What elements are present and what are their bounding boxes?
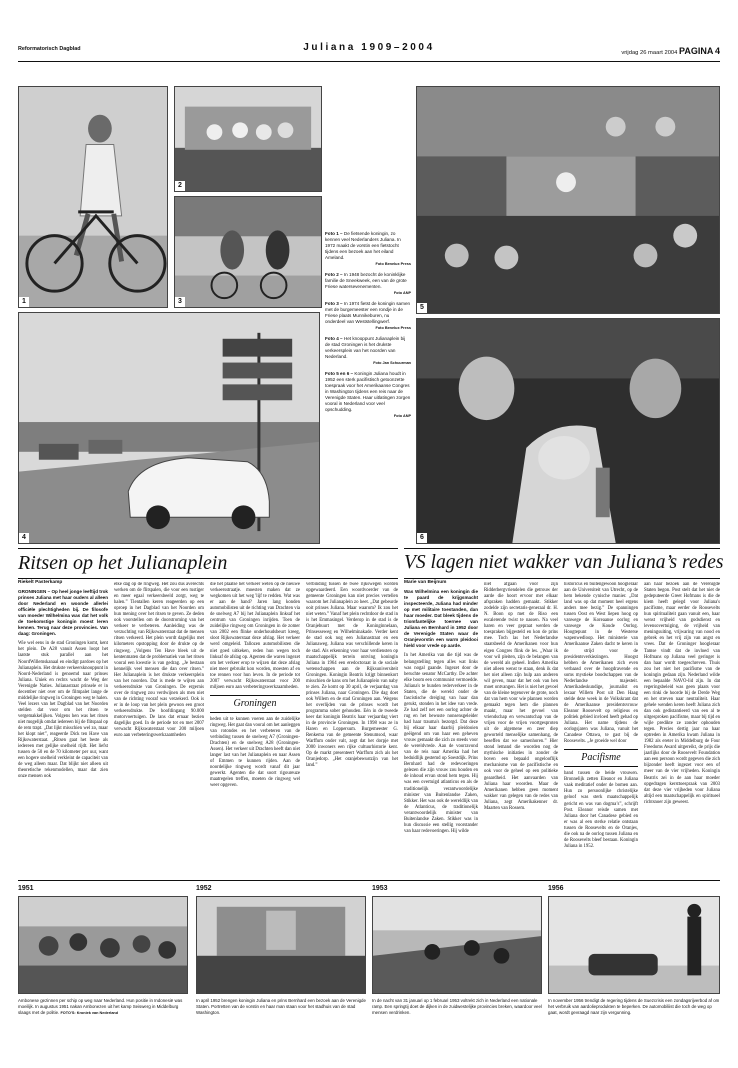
photo-4-julianaplein [18,312,320,544]
article1-column-4 [306,582,398,873]
photo-1951-image [19,897,187,993]
article1-col2-text: elke dag op de ringweg. Het zou dus averechts werken om de flitspalen, die voor een rustiger en meer egaal verkeersbeeld zorgt, weg te halen.” Tientallen keren reageerden op een oproep in het Dagblad van het Noorden om hun mening over het ritsen te geven. Ze deden ook voorstellen om de doorstroming van het verkeer te verbeteren. Aanleiding was de verzuchting van Rijkswaterstaat dat de mensen ritsen verkeerd. Het plein wordt dagelijks met kilometers opstopping door de drukte op de ringweg. „Volgens Ten Have bleek uit de kentenmaten dat de problematiek van het ritsen vooral een kwestie is van gedrag. „Je bestaan kennelijk veel mensen die dan over ritsen.” Het Julianaplein is het drukste verkeersplein van het noorden. Dat is mede te wijten aan verkeersdrukte van Groningen. De ergernis over de ringweg zou verdwijnen als men niet van de richting vooraf was verzekerd. Ook is er in de loop van het plein gewoon een groot verkeersdrukte. De hoofdingang 90.000 motorvoertuigen. De lans dat ernaar bezien dagelijks goed. In de periode tot en met 2007 verwacht Rijkswaterstaat voor 200 miljoen euro aan verbeteringswerkzaamheden [114,582,204,739]
article2-subhead: Pacifisme [564,749,638,767]
page-number: 4 [714,46,720,56]
caption-1956: In november 1956 trendigt de regering tijdens de Suezcrisis een zondagsrijverbod af om het verbruik van aardolieprodukten te beperken. De automobiliist die toch de weg op gaat, wordt gevraagd naar zijn vergunning. [548,998,720,1015]
article1-col3-text: die het plaatse het verkeer weten op de nieuwe verkeersstraatje. moesten maken dat ze wegkomen uit het weg 'lijf te redden. Wat was er aan de hand? Jaren lang konden automobilisten uit de richting van Drachten via de snelweg A7 bij het Julianaplein linksaf het centrum van Groningen inrijden. Toen de zuidelijke ringweg om Groningen in de zomer van 2002 een flinke onderhoudsbeurt kreeg, sloot Rijkswaterstaat deze afslag. Het verkeer werd omgeleid. Tallozen automobilisten die niet goed uitkeken, reden hun wegen toch linksaf de afslag op. Agenten die waren ingezet om het verkeer erop te wijzen dat deze afslag niet meer gebruikt kon worden, moesten af en toe rennen voor hun leven. In de periode tot 2007 verwacht Rijkswaterstaat voor 200 miljoen euro aan verbeteringswerkzaamheden. [210,582,300,690]
photo-1953 [372,896,542,994]
photo-2-image [175,87,321,191]
photo-1-image [19,87,167,307]
article1-headline: Ritsen op het Julianaplein [18,552,228,574]
article2-lead: Was Wilhelmina een koningin die te paard de krijgsmacht inspecteerde, Juliana had minder op met militaire toestanden, dan haar moeder. Dat bleek tijdens de triomfantelijke toernee van Juliana en Bernhard in 1952 door de Verenigde Staten waar de Oranjevorstin een warm pleidooi hield voor vrede op aarde. [404,589,478,649]
caption-2: Foto 2 – In 1948 bezocht de koninklijke familie de Sneekweek, een van de grote Friese watersevenementen. Foto ANP [325,272,411,295]
article2-headline: VS lagen niet wakker van Juliana’s redes [404,552,724,573]
caption-1951-credit: FOTO'S: Kroniek van Nederland [60,1010,119,1015]
caption-3: Foto 3 – In 1974 fietst de koningin samen met de burgemeester een rondje in de Friese plaats Munnikeburen, nu onderdeel van Weststellingwerf. Foto Benelux Press [325,301,411,330]
article2-col3-text: historicus en buitengewoon hoogleraar aan de Universiteit van Utrecht, op de hem bekende cynische manier. „Dat land was op dat moment heel ergens anders mee bezig.” De spanningen tussen Oost en West liepen hoog op vanwege de Koreaanse oorlog en vanwege de Koude Oorlog. Hoogtepunt in de Westerse wapenwedloop. Het ministerie van Amerikaanse Zaken dacht te keren in de strijd voor de presidentsverkiezingen. Hoogst hebben de Amerikanen zich even verbaasd over de hoogdravende en soms mystieke boodschappen van de Nederlandse majesteit. Amerikadeskundige, journalist en lexaar Willem Post uit Den Haag stelde deze week in de Volkskrant dat de Amerikaanse presidentsvrouw Eleanor Roosevelt op religieus en politiek gebied invloed heeft gehad op Juliana. Het name tijdens de oorlogsjaren was Juliana, vanuit het Canadese Ottawa, te gast bij de Roosevelts. „Je groeide wel door [564,582,638,745]
photo-6-speech [416,318,720,544]
article1-subhead: Groningen [210,695,300,713]
date-text: vrijdag 26 maart 2004 [621,50,678,56]
article2-bottom-rule [404,578,720,579]
caption-5-6: Foto 5 en 6 – Koningin Juliana houdt in 1952 een sterk pacifistisch getoonzette toespraak voor het Amerikaanse Congres in Washington tijdens een reis naar de Verenigde Staten. Haar uitlatingen zorgen vooral in Nederland voor veel opschudding. Foto ANP [325,371,411,418]
article2-col3b-text: band tussen de beide vrouwen. Bronnelijk zetten Eleanor en Juliana vaak meditatief onder de bomen aan. Hun zo persoonlijke christelijke geloof was sterk maatschappelijk gericht en was van dogma’s”, schrijft Post. Eleanor reisde samen met Juliana door het Canadese gebied en er was al een sterke relatie ontstaan tussen de Roosevelts en de Oranjes, die ook na de oorlog tussen Juliana en de Roosevelts bleef bestaan. Koningin Juliana in 1952. [564,771,638,849]
photo-1956 [548,896,720,994]
photo-4-image [19,313,319,543]
year-1951: 1951 [18,885,34,892]
photo-1956-image [549,897,719,993]
photo-number: 2 [175,181,185,191]
article1-column-1 [18,589,108,873]
photo-1951 [18,896,188,994]
article1-byline: Riekelt Pasterkamp [18,580,63,585]
caption-4: Foto 4 – Het knooppunt Julianaplein bij de stad Groningen is het drukste verkeersplein van het noorden van Nederland. Foto Jan Schuurman [325,336,411,365]
article1-lead: GRONINGEN – Op heel jonge leeftijd trok prinses Juliana met haar ouders al alleen door Nederland en woonde allerlei officiële plechtigheden bij. De filosofe van moeder Wilhelmina was dat het volk de toekomstige koningin moest leren kennen. Terug naar deze provincies. Van daag: Groningen. [18,589,108,637]
photo-1953-image [373,897,541,993]
year-1953: 1953 [372,885,388,892]
article2-column-3 [564,582,638,873]
photo-5-congress [416,86,720,314]
photo-1952 [196,896,366,994]
article1-top-rule [18,548,398,549]
year-1956: 1956 [548,885,564,892]
photo-6-image [417,319,719,543]
article1-col4-text: verbinding tussen de twee rijkswegen worden opgewaardeerd. Een woordvoerder van de gemeente Groningen kan niet precies vertellen waarom het Julianaplein zo heet. „Dat gebeurde ooit prinses Juliana. Maar waarom? Ik zou het niet weten.” Vanaf het plein rechtdoor de stad in is het Emmasingel. Verderop in de stad is de Oranjebuurt met de Koninginnelaan, Prinsesseweg en Wilhelminakade. Verder kent de stad ook nog een Julianastraat en een Julianaweg. Juliana was verschillende keren in de stad. Als erkenning voor haar verdiensten op maatschappelijk terrein ontving koningin Juliana in 1964 een eredoctoraat in de sociale wetenschappen aan de Rijksuniversiteit Groningen. Koningin Beatrix krijgt binnenkort misschien de kans om het Julianaplein van naby te zien. Ze komt op 30 april, de verjaardag van prinses Juliana, naar Groningen. Die dag doet ook Willem en de stad Groningen aan. Wegens het overlijden van de prinses wordt het programma sober gehouden. Eén in de tweede keer dat koningin Beatrix haar verjaardag viert in de provincie Groningen. In 1998 was ze in Haren en Loppersum. Burgemeester G. Renkema van de gemeente Stenumsod, waar Warffum onder valt, zegt dat het dorpje met 2000 inwoners een rijke cultuurhistorie kent. Op de markt presenteert Warffum zich als het Oranjedorp. „Het oranjebewustzijn van het land.” [306,582,398,769]
article1-bottom-rule [18,578,398,579]
article2-col1-text: In het Amerika van die tijd was de belangstelling tegen alles wat links was nogal gaande. Ingezet door de beruchte senator McCarthy. De achter elke boom een communist vermoedde. Juliana's te hunden rederverkeer in de Staten, die de wereld onder de fascistische dreiging van haar dan gerukt, stonden in het idee van vrede. Ze had zelf net een oorlog achter de rug en het bewuste nonsensgeleider had haar trauma's bezorgd. Dat deze bij elkaar haar daarbij pleidooien geëigend om van haar een geheven vrouw gemaakt die zich zo steeds voor de wereldvrede. Aan de voorravond van de reis naar Amerika had het beduidlijk gestemd op Soestdijk. Prins Bernhard had de redevoeringen gelezen die zijn vrouw zou houden en de inhoud ervan stond hem tegen. Hij was een overtuigd atlanticus en als de traditionelijk verantwoordelijke minister van Buitenlandse Zaken, Stikker. Het was ook de wereldlijk van de Atlanticus, de traditionelijk verantwoordelijk minister van Buitenlandse Zaken. Stikker was in hun discussie een stellig voorstander van haar redevoeringen. Hij wilde [404,653,478,834]
photo-number: 3 [175,297,185,307]
article1-col3b-text: heden uit te kunnen voeren aan de zuidelijke ringweg. Het gaat dan vooral om het aanleggen van rotondes en het verbeteren van de verbinding tussen de snelweg A7 (Groningen-Drachten) en de snelweg A28 (Groningen-Assen). Het verkeer uit Drachten heeft dan niet langer last van het Julianaplein en naar Assen of Emmen te kunnen rijden. Aan de noordelijke ringweg wordt vanaf dit jaar gewerkt. Agenten die dat soort rigoureuze maatregelen treffen, moeten de ringweg wel weer opgeven. [210,716,300,789]
article2-col2-text: niet afgaan voor zijn Ridderbergvriendelen die getrouw der aarde die hoort ervoor met elkaar afspraken hadden gemaakt. Stikker zodelde zijn secretaris-generaal dr. H. N. Boon op met de Riso een escalerende twist te nassen. Na veel haren en veer gepraat werden de toespraken bijgesteld en kon de prins mee. Toch las het Nederlandse staatsbeeld de Amerikanen voor hun eigen Congres flink de les. „Waar ik voor wil pleiten, zijn de belangen van de wereld als geheel. Indien Amerika niet alleen wenst te staan, denk ik dat het niet alleen zijn hulp aan anderen wil geven, maar dat het ook van hen moet ontvangen. Het is niet het gevoel van de kleine tegenover de grote, noch dat van hem voor wie plannen worden gemaakt tegen hem die plannen maakt, maar het gevoel van vriendschap en verwantschap van de vrijen voor de vrijen voortgesproten uit de algemene en zeer diep geworteld menselijke samenhang, de beseffen dat we samenhoren.” Hier stond lemand die woorden nog de mythische initiaties in zonder de boven een bepaald ongelooflijk mechanisme van de pacifistische en ook voor de geheel op een politieke geaardheid. Het aanvaarden van Juliana haar woorden. Maar de Amerikanen hebben geen moment wakker van gelegen van de redes van Juliana, zegt Amerikakenner dr. Maarten van Rossem. [484,582,558,811]
bottom-strip-rule [18,880,720,881]
article1-col1-text: Wie wel eens in de stad Groningen komt, kent het plein. De A28 vanuit Assen loopt het laatste stuk parallel aan het NoordWillemskanaal en eindigt pardoes op het Julianaplein. Het drukste verkeersknooppunt in Noord-Nederland is genoemd naar prinses Juliana. Uniek en rechts wacht de Weg der Verenigde Naties. Julianastraat prinsele er in december niet over om de filmpalet lange de middelijke ringweg in Groningen weg te halen. Veel lezers van het Dagblad van het Noorden stelden dat voor om het ritsen te vergemakkelijken. Volgens hen was het ritsen niet mogelijk omdat iedereen bij de flitspaal op de rem trapt. „Dat lijkt misschien wel zo, maar het klopt niet”, reageerde Dick ten Have van Rijkswaterstaat. „Ritsen gaat het beste als iedereen met gelijke snelheid rijdt. Het liefst tussen de 50 en de 70 kilometer per uur, want een hogere snelheid verkleint de capaciteit van de weg alleen maar. Dat blijkt niet alleen uit theoretische rekenmodellen, maar dat zien onze mensen ook [18,641,108,780]
article2-column-4 [644,582,720,873]
article2-col4-text: aan haar bezoek aan de Verenigde Staten begon. Post stelt dat het niet de gedeputeerde Greet Hofmans is die de kiem heeft gelegd voor Juliana's pacifisme, maar eerder de Roosevelts hun spiritualiteit gaan vanuit een, haar wenst vrijheid van godsdienst en levensovertuiging, de vrijheid van meningsuiting, vrijwaring van nood en gebrek en het vrij zijn van angst en vrees. Dat de Groninger hoogleraar Tamse vindt dat de invloed van Hofmans op Juliana veel geringer is dan haar wordt toegeschreven. Thuis zou het niet het pacifisme van de koningin gedaan zijn. Nederland wilde een bepaalde NAVO-lid zijn. In dat regeringsbeleid was geen plaats voor een rinki de hoorde bij de Derde Weg en het streven naar neutraliteit. Haar gehele wenden keren heeft Juliana zich dan ook gedistantieerd van een al te uitgesproken pacifisme, maar bij tijd en wijle predikte ze zonder ophouden tegen. Precies dertig jaar na haar optreden in Amerika kwam Juliana in 1982 als ereter in Middelburg de Four Freedoms Award uitgereikt, de prijs die jaarlijks door de Roosevelt Foundation aan een persoon wordt gegeven die zich bijzonder heeft ingezet voor een of meer van de vier vrijheden. Koningin Beatrix zei in de aan haar moeder opgedragen kersttoespraak van 2003 dat deze vier vrijheden voor Juliana altijd een maatschappelijk en spiritueel richtsnoer zijn geweest. [644,582,720,805]
header-rule [18,61,720,62]
photo-1952-image [197,897,365,993]
article2-top-rule [404,548,720,549]
photo-3-image [175,197,321,307]
photo-number: 4 [19,533,29,543]
photo-1-cycling-queen [18,86,168,308]
photo-5-image [417,87,719,313]
year-1952: 1952 [196,885,212,892]
article2-byline: Marie van Beijnum [404,580,447,585]
article1-column-3 [210,582,300,873]
article1-column-2 [114,582,204,873]
photo-2-sneekweek [174,86,322,192]
caption-1953: In de nacht van 31 januari op 1 februari 1953 voltrekt zich in Nederland een nationale ramp. Een springtij doet de dijken in de zuidwestelijke provincies breken, waardoor veel mensen verdrinken. [372,998,542,1015]
caption-1951: Ambonese gezinnen per schip op weg naar Nederland. Hun positie in Indonesië was moeilijk. In augustus 1951 nakan Ambonezen uit het kamp Seiswerg in Middelburg slaags met de politie. FOTO'S: Kroniek van Nederland [18,998,183,1015]
photo-captions [325,231,411,424]
article2-column-1 [404,589,478,873]
article2-column-2 [484,582,558,873]
caption-1: Foto 1 – De fietsende koningin, zo kennen veel Nederlanders Juliana. In 1972 maakt de vorstin een fietstocht tijdens een bezoek aan het eiland Ameland. Foto Benelux Press [325,231,411,266]
page-date [621,46,720,56]
newspaper-name: Reformatorisch Dagblad [18,46,81,52]
photo-number: 5 [417,303,427,313]
page-label: PAGINA [679,46,714,56]
photo-number: 1 [19,297,29,307]
caption-1952: In april 1952 brengen koningin Juliana en prins Bernhard een bezoek aan de Verenigde Staten. Portretten van de vorstin en haar man staan voor het stadhuis van de stad Washington. [196,998,366,1015]
page-title: Juliana 1909–2004 [303,42,435,53]
photo-number: 6 [417,533,427,543]
photo-3-munnikeburen [174,196,322,308]
